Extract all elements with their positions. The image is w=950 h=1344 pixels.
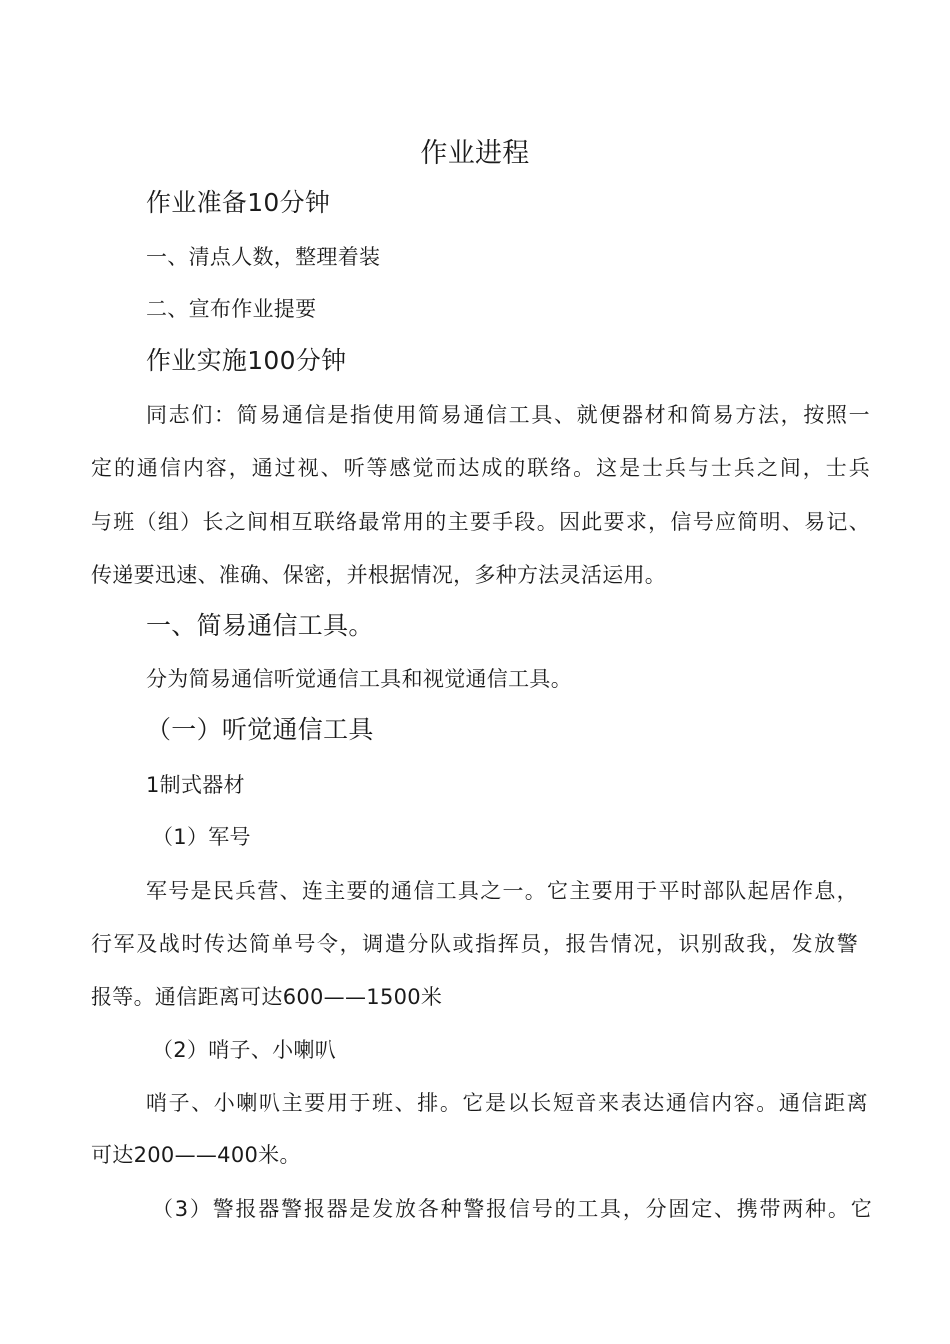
item-1-1-heading: （1）军号 [152, 825, 251, 849]
item-1-3-line: （3）警报器警报器是发放各种警报信号的工具，分固定、携带两种。它 [152, 1197, 872, 1221]
page-title: 作业进程 [420, 138, 530, 169]
section-1-text: 分为简易通信听觉通信工具和视觉通信工具。 [146, 667, 572, 691]
item-1-2-line-2: 可达200——400米。 [91, 1143, 301, 1167]
item-1-2-heading: （2）哨子、小喇叭 [152, 1038, 337, 1062]
item-1-1-line-1: 军号是民兵营、连主要的通信工具之一。它主要用于平时部队起居作息， [146, 879, 858, 903]
prep-heading: 作业准备10分钟 [146, 188, 331, 217]
subsection-1-heading: （一）听觉通信工具 [146, 715, 374, 744]
item-1-1-line-2: 行军及战时传达简单号令，调遣分队或指挥员，报告情况，识别敌我，发放警 [91, 932, 858, 956]
item-1-2-line-1: 哨子、小喇叭主要用于班、排。它是以长短音来表达通信内容。通信距离 [146, 1091, 868, 1115]
prep-item-1: 一、清点人数，整理着装 [146, 245, 381, 269]
item-1-heading: 1制式器材 [146, 773, 245, 797]
section-1-heading: 一、简易通信工具。 [146, 611, 374, 640]
prep-item-2: 二、宣布作业提要 [146, 297, 317, 321]
intro-line-4: 传递要迅速、准确、保密，并根据情况，多种方法灵活运用。 [91, 563, 667, 587]
item-1-1-line-3: 报等。通信距离可达600——1500米 [91, 985, 443, 1009]
intro-line-3: 与班（组）长之间相互联络最常用的主要手段。因此要求，信号应简明、易记、 [91, 510, 870, 534]
intro-line-1: 同志们：简易通信是指使用简易通信工具、就便器材和简易方法，按照一 [146, 403, 870, 427]
intro-line-2: 定的通信内容，通过视、听等感觉而达成的联络。这是士兵与士兵之间，士兵 [91, 456, 870, 480]
impl-heading: 作业实施100分钟 [146, 346, 347, 375]
